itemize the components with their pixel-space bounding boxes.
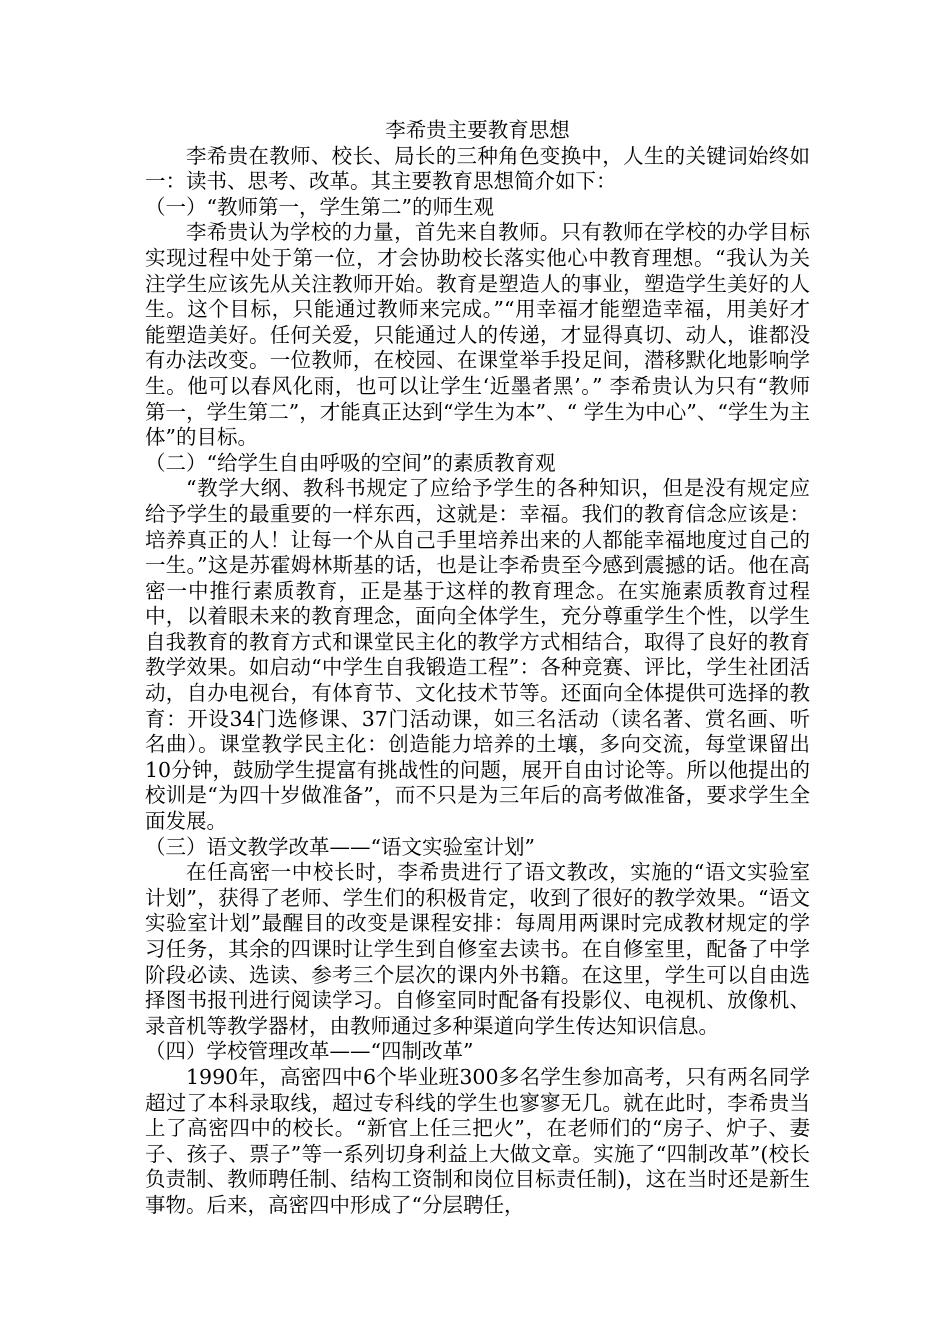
intro-paragraph: 李希贵在教师、校长、局长的三种角色变换中，人生的关键词始终如一：读书、思考、改革。其主要教育思想简介如下：	[145, 143, 810, 194]
section-heading-4: （四）学校管理改革——“四制改革”	[145, 1039, 474, 1064]
section-body-3: 在任高密一中校长时，李希贵进行了语文教改，实施的“语文实验室计划”，获得了老师、学生们的积极肯定，收到了很好的教学效果。“语文实验室计划”最醒目的改变是课程安排：每周用两课时完成教材规定的学习任务，其余的四课时让学生到自修室去读书。在自修室里，配备了中学阶段必读、选读、参考三个层次的课内外书籍。在这里，学生可以自由选择图书报刊进行阅读学习。自修室同时配备有投影仪、电视机、放像机、录音机等教学器材，由教师通过多种渠道向学生传达知识信息。	[145, 860, 810, 1038]
section-body-4: 1990年，高密四中6个毕业班300多名学生参加高考，只有两名同学超过了本科录取线，超过专科线的学生也寥寥无几。就在此时，李希贵当上了高密四中的校长。“新官上任三把火”，在老师们的“房子、炉子、妻子、孩子、票子”等一系列切身利益上大做文章。实施了“四制改革”(校长负责制、教师聘任制、结构工资制和岗位目标责任制)，这在当时还是新生事物。后来，高密四中形成了“分层聘任，	[145, 1064, 810, 1217]
section-body-1: 李希贵认为学校的力量，首先来自教师。只有教师在学校的办学目标实现过程中处于第一位，才会协助校长落实他心中教育理想。“我认为关注学生应该先从关注教师开始。教育是塑造人的事业，塑造学生美好的人生。这个目标，只能通过教师来完成。”“用幸福才能塑造幸福，用美好才能塑造美好。任何关爱，只能通过人的传递，才显得真切、动人，谁都没有办法改变。一位教师，在校园、在课堂举手投足间，潜移默化地影响学生。他可以春风化雨，也可以让学生‘近墨者黑’。” 李希贵认为只有“教师第一，学生第二”，才能真正达到“学生为本”、“ 学生为中心”、“学生为主体”的目标。	[145, 220, 810, 450]
section-heading-2: （二）“给学生自由呼吸的空间”的素质教育观	[145, 450, 556, 475]
document-title: 李希贵主要教育思想	[385, 118, 570, 142]
document-page	[145, 118, 810, 1219]
section-heading-1: （一）“教师第一，学生第二”的师生观	[145, 194, 494, 219]
section-heading-3: （三）语文教学改革——“语文实验室计划”	[145, 834, 535, 859]
section-body-2: “教学大纲、教科书规定了应给予学生的各种知识，但是没有规定应给予学生的最重要的一样东西，这就是：幸福。我们的教育信念应该是：培养真正的人！让每一个从自己手里培养出来的人都能幸福地度过自己的一生。”这是苏霍姆林斯基的话，也是让李希贵至今感到震撼的话。他在高密一中推行素质教育，正是基于这样的教育理念。在实施素质教育过程中，以着眼未来的教育理念，面向全体学生，充分尊重学生个性，以学生自我教育的教育方式和课堂民主化的教学方式相结合，取得了良好的教育教学效果。如启动“中学生自我锻造工程”：各种竞赛、评比，学生社团活动，自办电视台，有体育节、文化技术节等。还面向全体提供可选择的教育：开设34门选修课、37门活动课，如三名活动（读名著、赏名画、听名曲）。课堂教学民主化：创造能力培养的土壤，多向交流，每堂课留出10分钟，鼓励学生提富有挑战性的问题，展开自由讨论等。所以他提出的校训是“为四十岁做准备”，而不只是为三年后的高考做准备，要求学生全面发展。	[145, 476, 810, 834]
